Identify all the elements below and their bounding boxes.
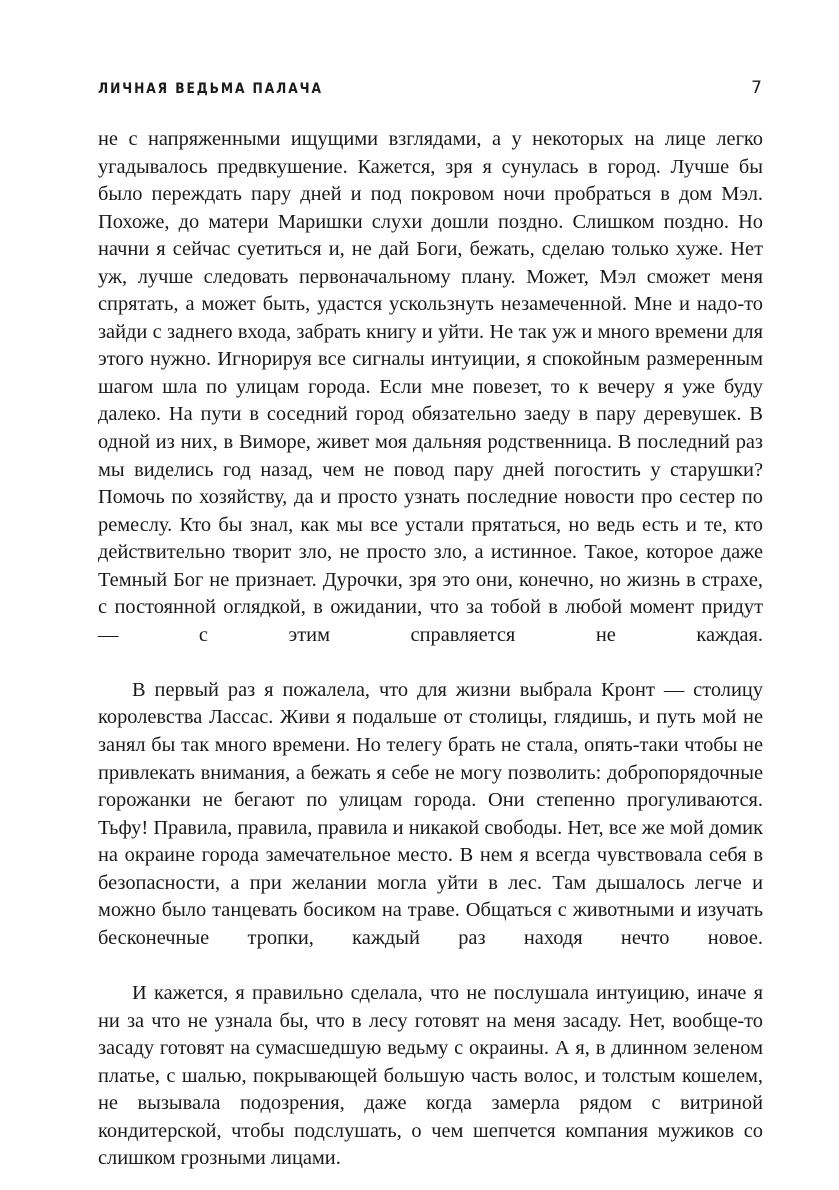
page-number: 7 [751, 78, 762, 98]
running-head [98, 78, 762, 104]
running-title: ЛИЧНАЯ ВЕДЬМА ПАЛАЧА [98, 81, 323, 97]
body-text [98, 126, 763, 1173]
paragraph: не с напряженными ищущими взглядами, а у некоторых на лице легко угадывалось предвкушение. Кажется, зря я сунулась в город. Лучше бы было переждать пару дней и под покровом ночи пробраться в дом Мэл. Похоже, до матери Маришки слухи дошли поздно. Слишком поздно. Но начни я сейчас суетиться и, не дай Боги, бежать, сделаю только хуже. Нет уж, лучше следовать первоначальному плану. Может, Мэл сможет меня спрятать, а может быть, удастся ускользнуть незамеченной. Мне и надо-то зайди с заднего входа, забрать книгу и уйти. Не так уж и много времени для этого нужно. Игнорируя все сигналы интуиции, я спокойным размеренным шагом шла по улицам города. Если мне повезет, то к вечеру я уже буду далеко. На пути в соседний город обязательно заеду в пару деревушек. В одной из них, в Виморе, живет моя дальняя родственница. В последний раз мы виделись год назад, чем не повод пару дней погостить у старушки? Помочь по хозяйству, да и просто узнать последние новости про сестер по ремеслу. Кто бы знал, как мы все устали прятаться, но ведь есть и те, кто действительно творит зло, не просто зло, а истинное. Такое, которое даже Темный Бог не признает. Дурочки, зря это они, конечно, но жизнь в страхе, с постоянной оглядкой, в ожидании, что за тобой в любой момент придут — с этим справляется не каждая. [98, 128, 763, 646]
paragraph: И кажется, я правильно сделала, что не послушала интуицию, иначе я ни за что не узнала бы, что в лесу готовят на меня засаду. Нет, вообще-то засаду готовят на сумасшедшую ведьму с окраины. А я, в длинном зеленом платье, с шалью, покрывающей большую часть волос, и толстым кошелем, не вызывала подозрения, даже когда замерла рядом с витриной кондитерской, чтобы подслушать, о чем шепчется компания мужиков со слишком грозными лицами. [98, 981, 763, 1170]
paragraph: В первый раз я пожалела, что для жизни выбрала Кронт — столицу королевства Лассас. Живи я подальше от столицы, глядишь, и путь мой не занял бы так много времени. Но телегу брать не стала, опять-таки чтобы не привлекать внимания, а бежать я себе не могу позволить: добропорядочные горожанки не бегают по улицам города. Они степенно прогуливаются. Тьфу! Правила, правила, правила и никакой свободы. Нет, все же мой домик на окраине города замечательное место. В нем я всегда чувствовала себя в безопасности, а при желании могла уйти в лес. Там дышалось легче и можно было танцевать босиком на траве. Общаться с животными и изучать бесконечные тропки, каждый раз находя нечто новое. [98, 678, 763, 949]
